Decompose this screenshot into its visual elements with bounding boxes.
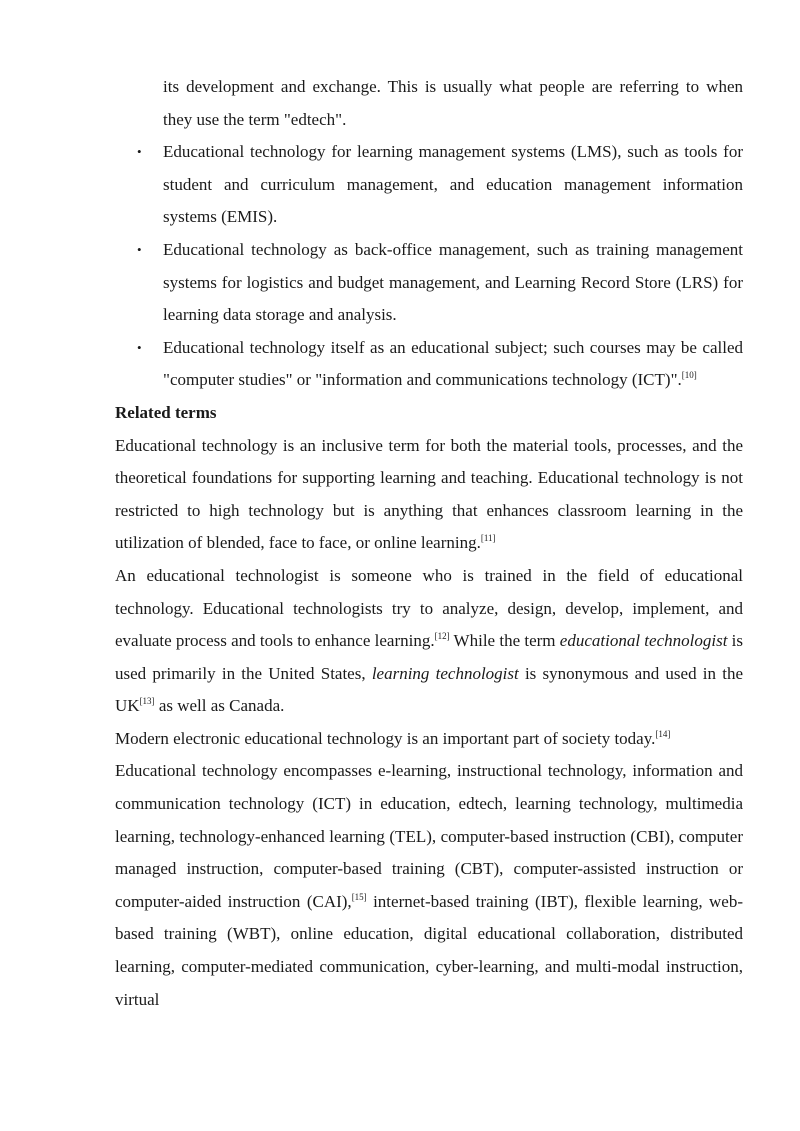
paragraph-text: Educational technology encompasses e-learning, instructional technology, information and communication technology (ICT) in education, edtech, learning technology, multimedia learning, technology-enhanced learning (TEL), computer-based instruction (CBI), computer managed instruction, computer-based training (CBT), computer-assisted instruction or computer-aided instruction (CAI), (115, 761, 743, 911)
emphasis-term: educational technologist (559, 631, 728, 651)
bullet-item-continued (115, 71, 743, 136)
bullet-text: Educational technology as back-office management, such as training management systems for logistics and budget management, and Learning Record Store (LRS) for learning data storage and analysis. (163, 239, 743, 325)
paragraph-encompasses (115, 755, 743, 1016)
section-heading: Related terms (115, 402, 217, 422)
bullet-item-back-office (115, 234, 743, 332)
citation-ref: [10] (681, 370, 697, 381)
bullet-icon: • (137, 144, 142, 160)
bullet-text: Educational technology for learning management systems (LMS), such as tools for student and curriculum management, and education management information systems (EMIS). (163, 142, 743, 227)
paragraph-text: Educational technology is an inclusive term for both the material tools, processes, and the theoretical foundations for supporting learning and teaching. Educational technology is not restricted to high technology but is anything that enhances classroom learning in the utilization of blended, face to face, or online learning. (115, 435, 743, 553)
bullet-item-lms (115, 136, 743, 234)
bullet-text: Educational technology itself as an educational subject; such courses may be called "computer studies" or "information and communications technology (ICT)". (163, 337, 743, 390)
paragraph-technologist (115, 560, 743, 723)
citation-ref: [11] (480, 533, 496, 544)
paragraph-text: internet-based training (IBT), flexible learning, web-based training (WBT), online education, digital educational collaboration, distributed learning, computer-mediated communication, cyber-learning, and multi-modal instruction, virtual (115, 891, 743, 1009)
paragraph-text: An educational technologist is someone who is trained in the field of educational technology. Educational technologists try to analyze, design, develop, implement, and evaluate process and tools to enhance learning. (115, 565, 743, 651)
bullet-icon: • (137, 339, 142, 355)
citation-ref: [14] (655, 728, 671, 739)
bullet-icon: • (137, 241, 142, 257)
paragraph-text: is used primarily in the United States, (115, 631, 744, 683)
emphasis-term: learning technologist (371, 663, 519, 683)
paragraph-text: as well as Canada. (154, 696, 285, 716)
paragraph-inclusive-term (115, 430, 743, 560)
paragraph-text: While the term (449, 631, 560, 651)
bullet-text: its development and exchange. This is usually what people are referring to when they use the term "edtech". (163, 77, 743, 129)
citation-ref: [15] (351, 891, 367, 902)
paragraph-modern (115, 723, 743, 756)
citation-ref: [12] (434, 631, 450, 642)
paragraph-text: Modern electronic educational technology is an important part of society today. (115, 728, 656, 748)
paragraph-text: is synonymous and used in the UK (115, 663, 743, 716)
page-content (115, 71, 743, 1016)
bullet-item-subject (115, 332, 743, 397)
bullet-list (115, 71, 743, 397)
citation-ref: [13] (139, 696, 155, 707)
